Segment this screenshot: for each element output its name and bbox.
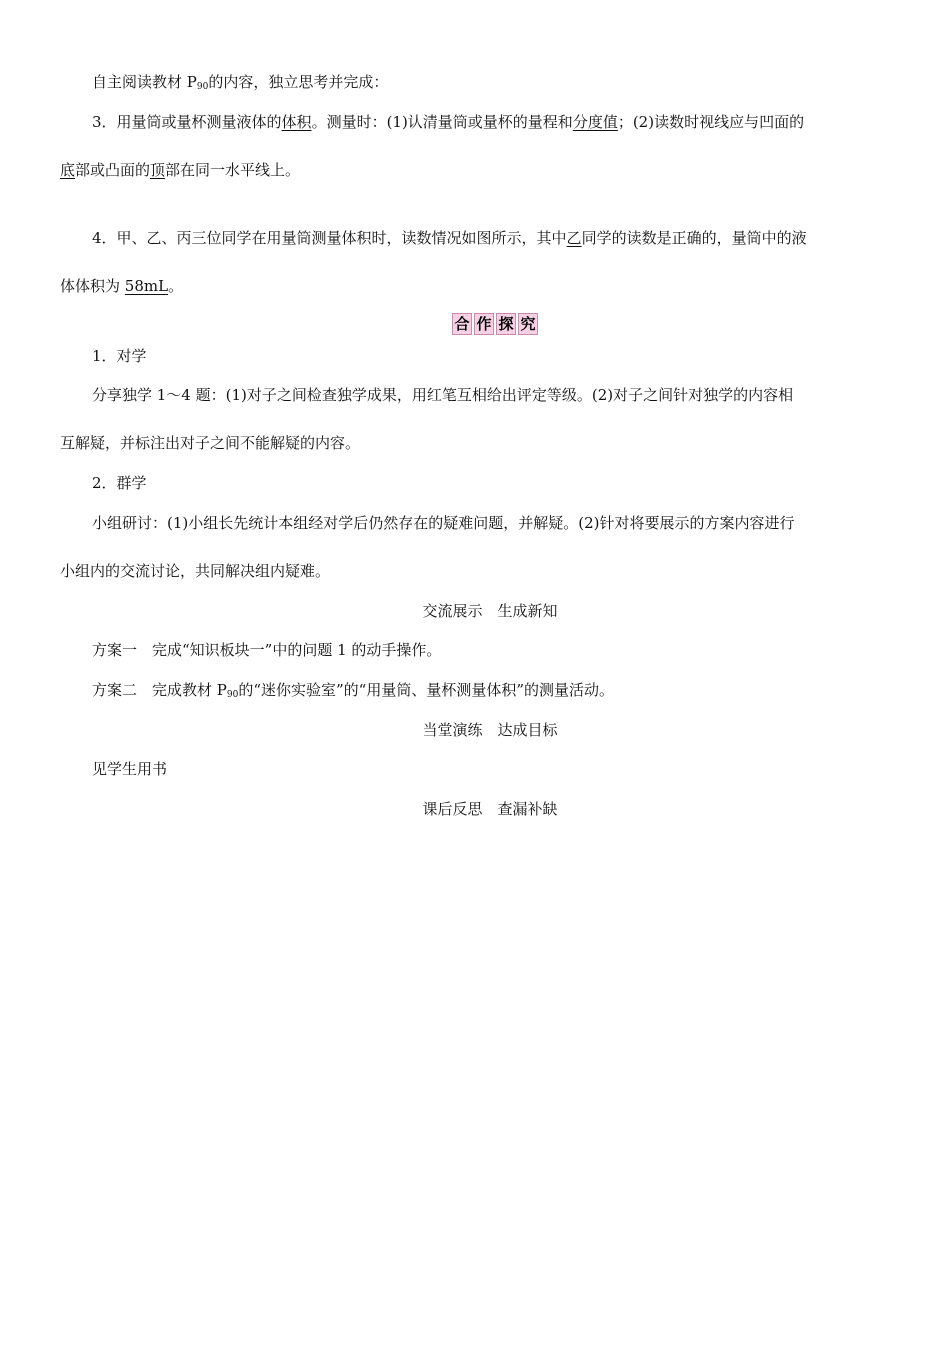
question-4-line-1: 4．甲、乙、丙三位同学在用量筒测量体积时，读数情况如图所示，其中乙同学的读数是正确的，量筒中的液 [92,229,807,247]
group-study-text-1: 小组研讨：(1)小组长先统计本组经对学后仍然存在的疑难问题，并解疑。(2)针对将要展示的方案内容进行 [92,514,795,532]
answer-bottom: 底 [60,161,76,179]
answer-top: 顶 [150,161,166,179]
pair-study-title: 1．对学 [92,347,147,365]
plan-two: 方案二 完成教材 $P_{90}$的“迷你实验室”的“用量筒、量杯测量体积”的测量活动。 [92,681,615,700]
heading-class-practice: 当堂演练 达成目标 [422,721,558,739]
answer-yi: 乙 [566,229,582,247]
heading-exchange-display: 交流展示 生成新知 [422,602,558,620]
section-banner-cooperative-inquiry: 合 作 探 究 [452,313,538,335]
answer-division-value: 分度值 [572,113,618,131]
answer-volume: 体积 [281,113,312,131]
question-3-line-1: 3．用量筒或量杯测量液体的体积。测量时：(1)认清量筒或量杯的量程和分度值；(2)读数时视线应与凹面的 [92,113,805,131]
answer-58ml: 58mL [124,277,169,295]
intro-line: 自主阅读教材 $P_{90}$的内容，独立思考并完成： [92,73,389,92]
pair-study-text-2: 互解疑，并标注出对子之间不能解疑的内容。 [60,434,361,452]
see-student-book: 见学生用书 [92,760,168,778]
heading-reflection: 课后反思 查漏补缺 [422,800,558,818]
group-study-title: 2．群学 [92,474,147,492]
plan-one: 方案一 完成“知识板块一”中的问题 1 的动手操作。 [92,641,442,659]
question-4-line-2: 体体积为 58mL。 [60,277,184,295]
pair-study-text-1: 分享独学 1～4 题：(1)对子之间检查独学成果，用红笔互相给出评定等级。(2)对子之间针对独学的内容相 [92,386,794,404]
question-3-line-2: 底部或凸面的顶部在同一水平线上。 [60,161,301,179]
group-study-text-2: 小组内的交流讨论，共同解决组内疑难。 [60,562,331,580]
